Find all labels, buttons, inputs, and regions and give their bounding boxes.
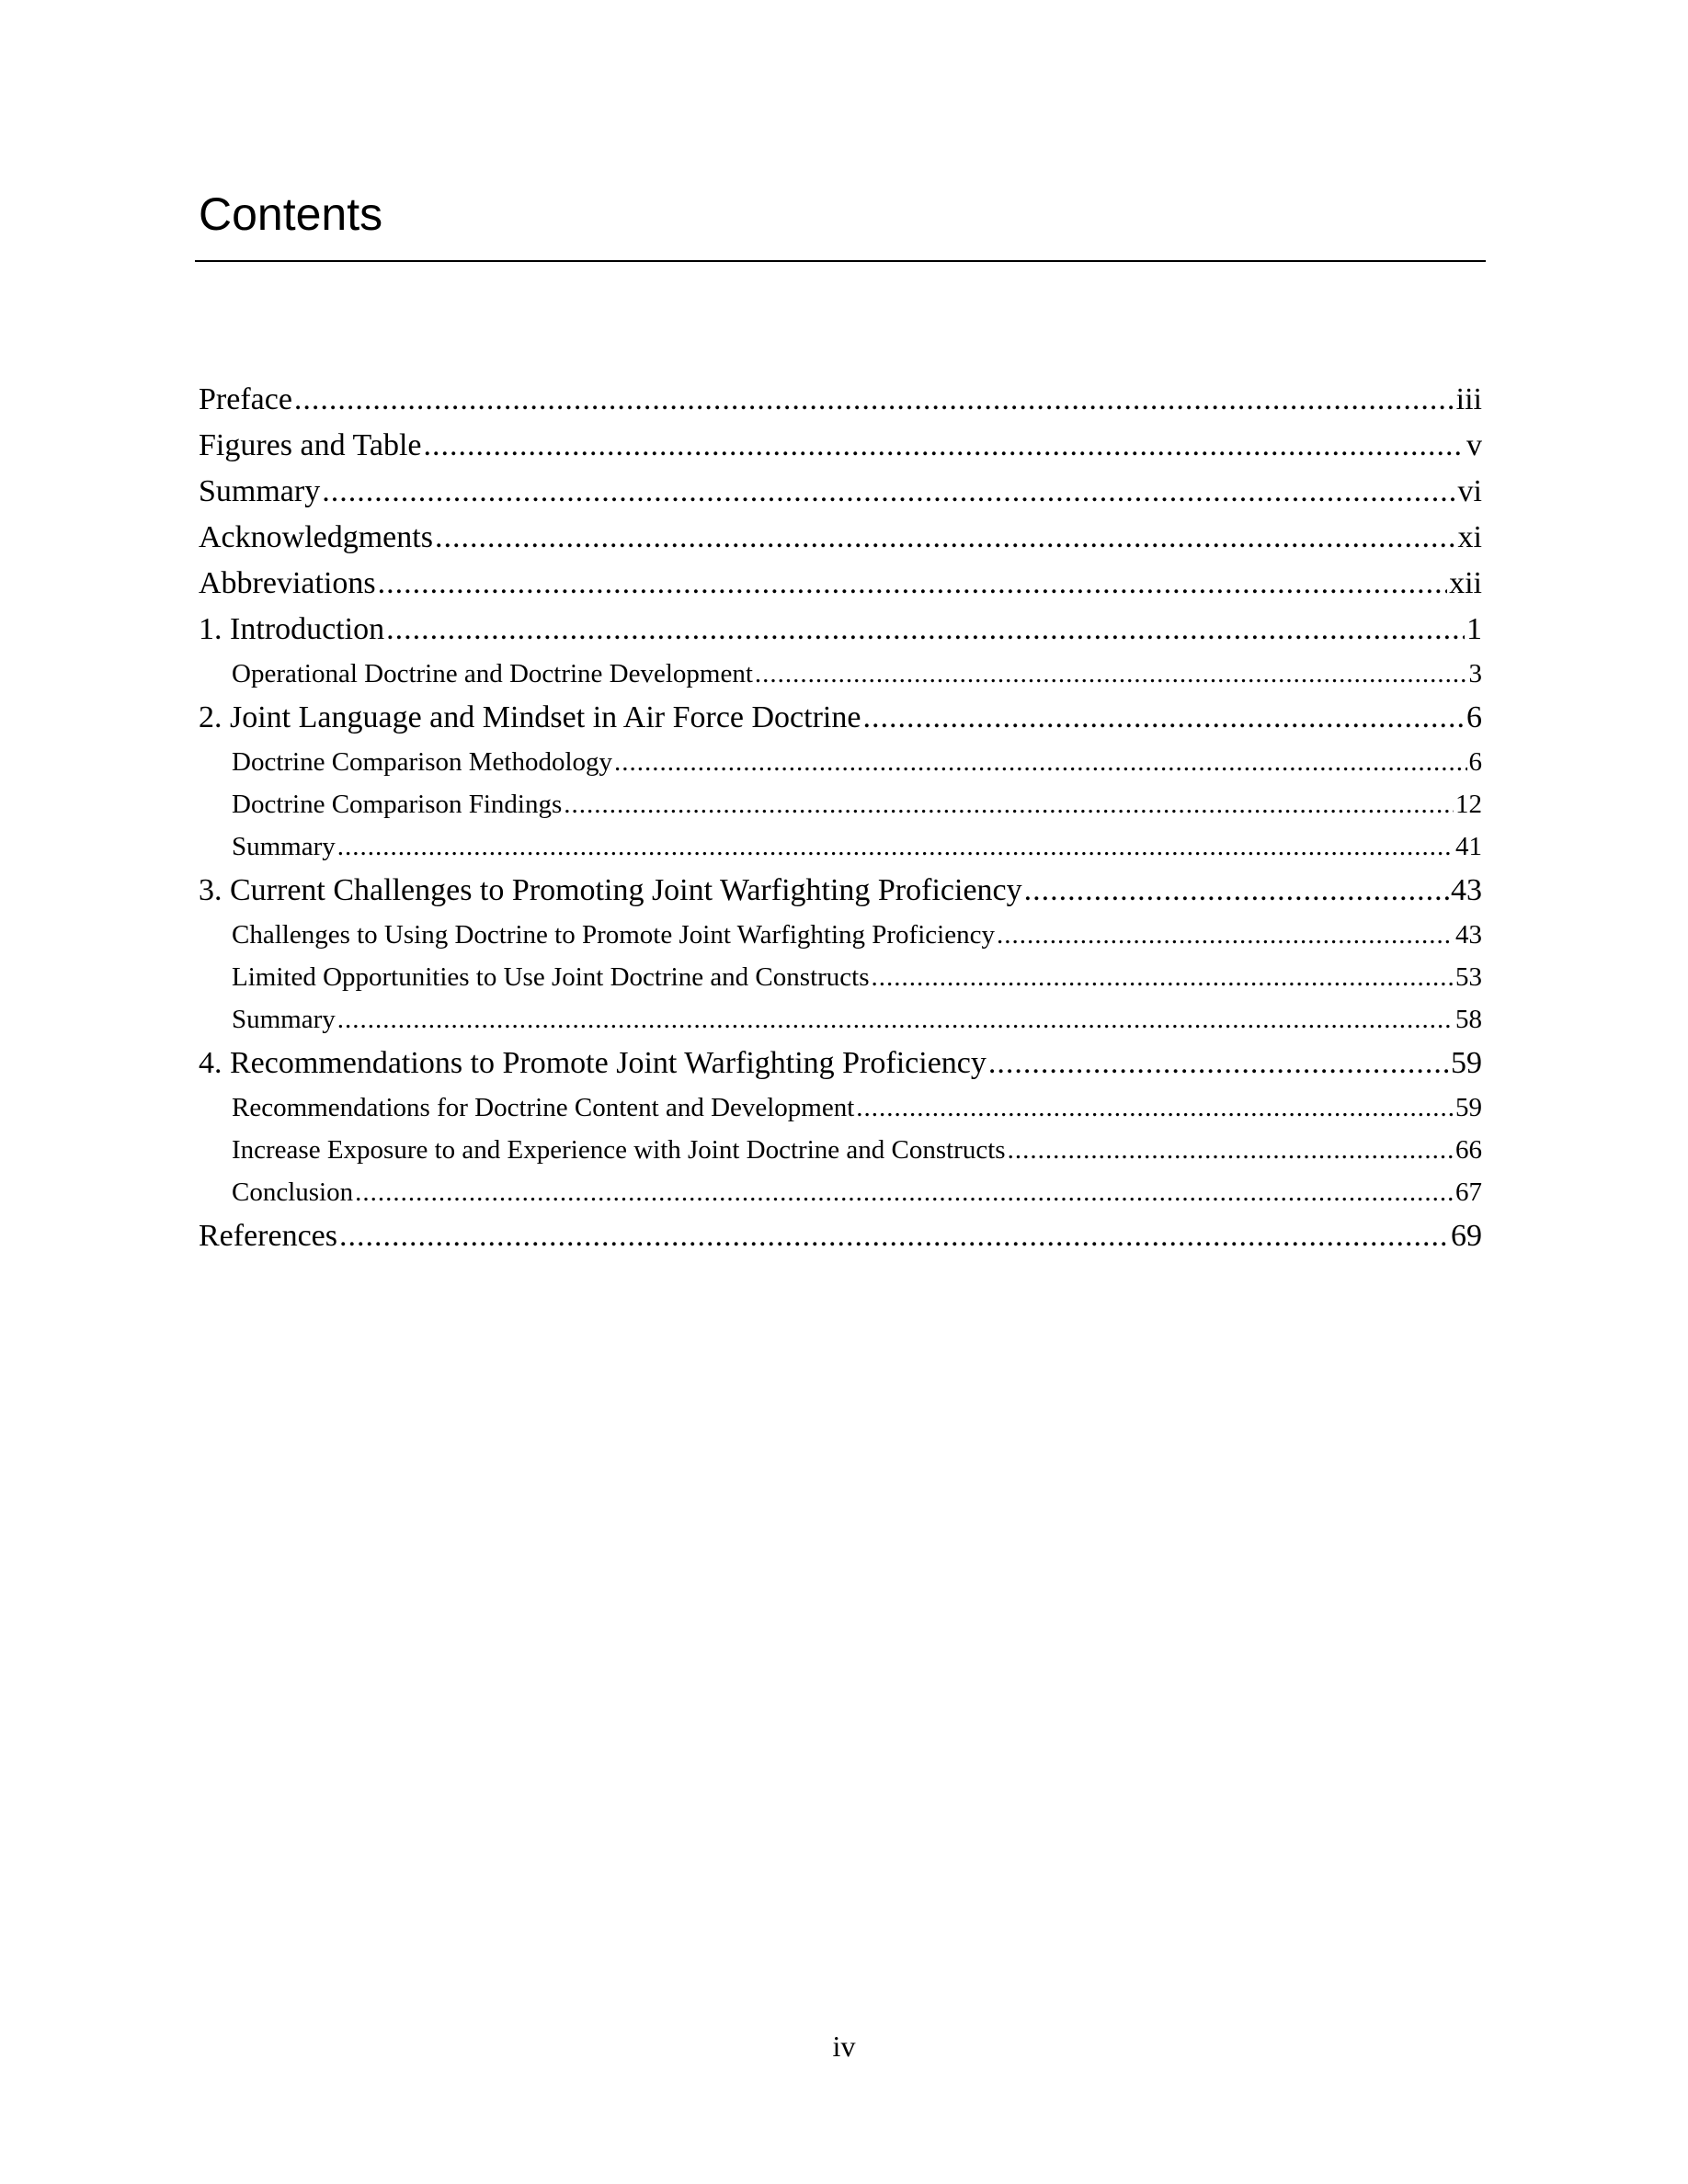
toc-entry-label: Summary [232,832,336,861]
toc-dot-leader [355,1171,1454,1213]
toc-entry-page: 59 [1451,1046,1482,1080]
toc-entry-page: 3 [1468,659,1482,688]
toc-subentry[interactable] [199,825,1482,868]
toc-entry-label: Operational Doctrine and Doctrine Development [232,659,753,688]
toc-dot-leader [378,561,1447,607]
toc-entry-label: Abbreviations [199,566,376,600]
toc-dot-leader [386,607,1465,653]
toc-entry-label: 4. Recommendations to Promote Joint Warfighting Proficiency [199,1046,987,1080]
toc-entry-page: 12 [1455,790,1482,819]
toc-subentry[interactable] [199,956,1482,998]
toc-entry-page: xii [1449,566,1482,600]
toc-dot-leader [294,377,1454,423]
toc-entry-label: Acknowledgments [199,520,433,554]
toc-entry-label: Recommendations for Doctrine Content and Development [232,1093,855,1122]
toc-entry[interactable] [199,1041,1482,1086]
page-title: Contents [199,188,383,240]
toc-entry[interactable] [199,423,1482,469]
toc-entry-page: 43 [1455,920,1482,950]
toc-entry-page: 67 [1455,1177,1482,1207]
toc-entry-label: 1. Introduction [199,612,385,646]
toc-dot-leader [564,783,1454,825]
toc-subentry[interactable] [199,1171,1482,1213]
toc-subentry[interactable] [199,1086,1482,1129]
toc-entry[interactable] [199,695,1482,741]
toc-entry-page: v [1466,428,1482,462]
toc-entry-label: Challenges to Using Doctrine to Promote Joint Warfighting Proficiency [232,920,995,950]
toc-dot-leader [435,515,1456,561]
toc-dot-leader [424,423,1466,469]
toc-entry-page: vi [1457,474,1482,508]
toc-entry[interactable] [199,515,1482,561]
toc-entry[interactable] [199,1213,1482,1259]
table-of-contents [199,377,1482,1259]
title-rule [195,260,1486,262]
toc-dot-leader [997,914,1454,956]
toc-entry-label: 2. Joint Language and Mindset in Air Force Doctrine [199,700,861,734]
toc-entry-label: Figures and Table [199,428,422,462]
toc-subentry[interactable] [199,914,1482,956]
toc-entry-page: 6 [1466,700,1482,734]
toc-entry-page: 41 [1455,832,1482,861]
toc-dot-leader [1024,868,1449,914]
toc-dot-leader [755,653,1467,695]
toc-entry[interactable] [199,469,1482,515]
toc-dot-leader [988,1041,1449,1086]
toc-entry-label: 3. Current Challenges to Promoting Joint Warfighting Proficiency [199,873,1022,907]
toc-dot-leader [872,956,1454,998]
toc-entry-label: Limited Opportunities to Use Joint Doctrine and Constructs [232,962,870,992]
toc-entry[interactable] [199,607,1482,653]
toc-dot-leader [862,695,1465,741]
toc-entry-label: Increase Exposure to and Experience with Joint Doctrine and Constructs [232,1135,1006,1165]
toc-entry-page: xi [1457,520,1482,554]
toc-entry-label: Doctrine Comparison Findings [232,790,563,819]
toc-subentry[interactable] [199,741,1482,783]
toc-dot-leader [856,1086,1454,1129]
toc-entry-label: Summary [232,1005,336,1034]
toc-entry-page: 43 [1451,873,1482,907]
toc-entry-label: Preface [199,382,292,416]
toc-subentry[interactable] [199,783,1482,825]
toc-subentry[interactable] [199,998,1482,1041]
toc-entry-page: 53 [1455,962,1482,992]
toc-entry-page: 58 [1455,1005,1482,1034]
toc-dot-leader [337,998,1454,1041]
page-number: iv [832,2030,856,2063]
toc-dot-leader [339,1213,1449,1259]
toc-entry-page: 6 [1468,747,1482,777]
toc-entry-page: 69 [1451,1219,1482,1253]
toc-entry[interactable] [199,868,1482,914]
toc-entry-page: 66 [1455,1135,1482,1165]
toc-subentry[interactable] [199,1129,1482,1171]
toc-entry[interactable] [199,377,1482,423]
toc-dot-leader [1008,1129,1454,1171]
toc-dot-leader [337,825,1454,868]
toc-entry-page: iii [1455,382,1482,416]
toc-entry-page: 59 [1455,1093,1482,1122]
toc-subentry[interactable] [199,653,1482,695]
toc-dot-leader [322,469,1455,515]
toc-entry-label: Conclusion [232,1177,354,1207]
toc-dot-leader [614,741,1466,783]
toc-entry-label: Summary [199,474,321,508]
toc-entry[interactable] [199,561,1482,607]
toc-entry-label: Doctrine Comparison Methodology [232,747,613,777]
toc-entry-page: 1 [1466,612,1482,646]
toc-entry-label: References [199,1219,338,1253]
